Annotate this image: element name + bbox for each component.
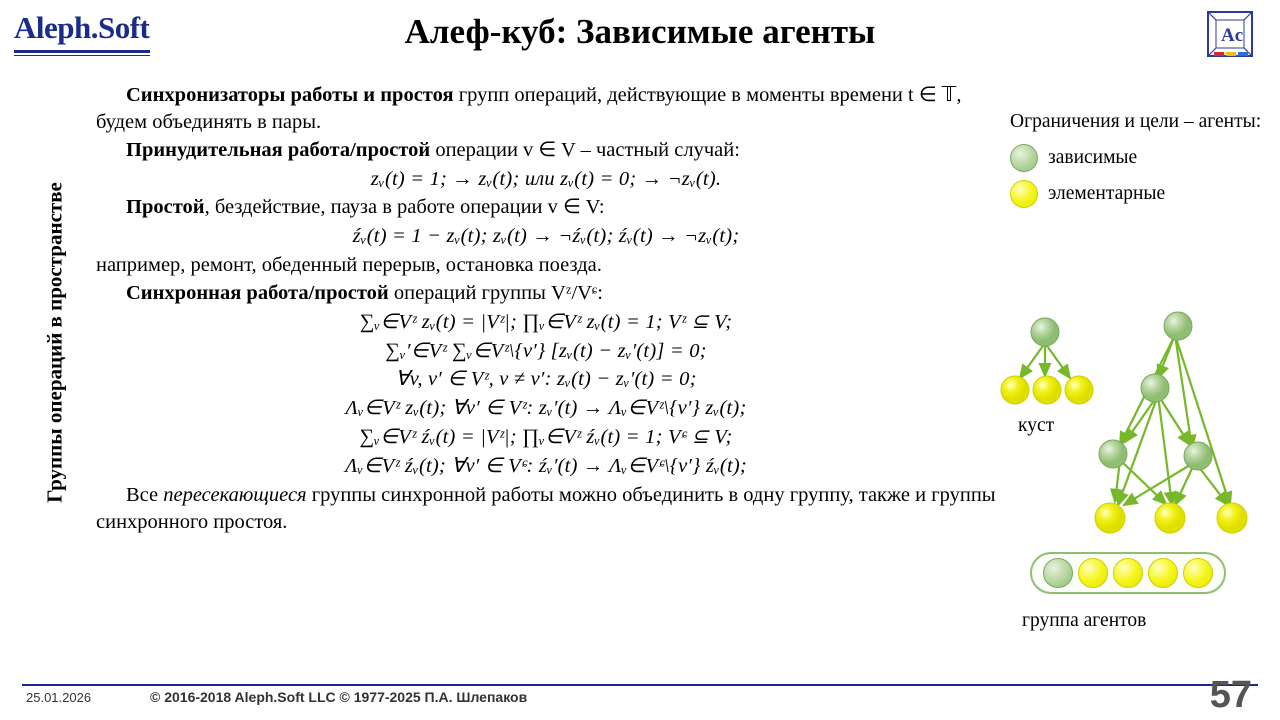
agent-group-box: [1030, 552, 1226, 594]
legend-label-elementary: элементарные: [1048, 183, 1166, 205]
logo-underline-thin: [14, 55, 150, 56]
formula-8: Λᵥ∈Vᶻ źᵥ(t); ∀v′ ∈ Vᶝ: źᵥ′(t) → Λᵥ∈Vᶝ\{v′} źᵥ(t);: [345, 454, 747, 477]
graph-node-yellow: [1001, 376, 1029, 404]
group-node-yellow: [1148, 558, 1178, 588]
graph-node-yellow: [1155, 503, 1185, 533]
formula-7: ∑ᵥ∈Vᶻ źᵥ(t) = |Vᶻ|; ∏ᵥ∈Vᶻ źᵥ(t) = 1; Vᶝ ⊆ V;: [359, 426, 733, 449]
graph-node-green: [1141, 374, 1169, 402]
group-node-yellow: [1183, 558, 1213, 588]
legend-label-dependent: зависимые: [1048, 147, 1138, 169]
legend-item-dependent: [1010, 144, 1270, 172]
formula-1: zᵥ(t) = 1; → zᵥ(t); или zᵥ(t) = 0; → ¬zᵥ(t).: [370, 167, 722, 190]
group-node-yellow: [1078, 558, 1108, 588]
paragraph-6-italic: пересекающиеся: [163, 483, 307, 506]
graph-node-yellow: [1217, 503, 1247, 533]
group-node-green: [1043, 558, 1073, 588]
paragraph-1: [96, 82, 996, 136]
paragraph-6-rest: группы синхронной работы можно объединить в одну группу, также и группы синхронного простоя.: [96, 483, 996, 533]
legend-item-elementary: [1010, 180, 1270, 208]
paragraph-2: [96, 137, 996, 164]
paragraph-1-rest: групп операций, действующие в моменты времени t ∈ 𝕋, будем объединять в пары.: [96, 84, 962, 133]
paragraph-2-rest: операции v ∈ V – частный случай:: [430, 138, 740, 161]
paragraph-2-bold: Принудительная работа/простой: [126, 138, 431, 161]
footer-copyright: © 2016-2018 Aleph.Soft LLC © 1977-2025 П.А. Шлепаков: [150, 689, 528, 705]
logo-underline: [14, 50, 150, 53]
graph-node-green: [1184, 442, 1212, 470]
company-logo[interactable]: [14, 10, 149, 46]
group-node-yellow: [1113, 558, 1143, 588]
footer-divider: [22, 684, 1258, 686]
paragraph-3: [96, 194, 996, 221]
paragraph-4: например, ремонт, обеденный перерыв, остановка поезда.: [96, 254, 602, 277]
page-number: 57: [1209, 674, 1252, 716]
graph-node-green: [1031, 318, 1059, 346]
paragraph-6: [96, 482, 996, 536]
page-title: Алеф-куб: Зависимые агенты: [404, 12, 876, 51]
graph-node-yellow: [1033, 376, 1061, 404]
aleph-cube-icon: [1204, 8, 1258, 64]
paragraph-5: [96, 280, 996, 307]
paragraph-3-rest: , бездействие, пауза в работе операции v ∈ V:: [204, 196, 605, 219]
footer-date: 25.01.2026: [26, 690, 92, 705]
graph-node-green: [1164, 312, 1192, 340]
graph-node-green: [1099, 440, 1127, 468]
legend-panel: [1010, 110, 1270, 208]
slide-body: [96, 82, 996, 537]
logo-text: Aleph.Soft: [14, 10, 150, 45]
formula-3: ∑ᵥ∈Vᶻ zᵥ(t) = |Vᶻ|; ∏ᵥ∈Vᶻ zᵥ(t) = 1; Vᶻ ⊆ V;: [359, 310, 733, 333]
paragraph-1-bold: Синхронизаторы работы и простоя: [126, 84, 454, 106]
formula-4: ∑ᵥ′∈Vᶻ ∑ᵥ∈Vᶻ\{v′} [zᵥ(t) − zᵥ′(t)] = 0;: [385, 339, 707, 362]
svg-text:Ac: Ac: [1221, 25, 1244, 46]
graph-node-yellow: [1095, 503, 1125, 533]
paragraph-5-bold: Синхронная работа/простой: [126, 281, 389, 304]
paragraph-6-start: Все: [126, 483, 164, 506]
green-node-icon: [1010, 144, 1038, 172]
legend-heading: Ограничения и цели – агенты:: [1010, 111, 1262, 132]
agent-graph-diagram: [1000, 300, 1275, 590]
yellow-node-icon: [1010, 180, 1038, 208]
paragraph-3-bold: Простой: [126, 196, 205, 219]
graph-node-yellow: [1065, 376, 1093, 404]
formula-6: Λᵥ∈Vᶻ zᵥ(t); ∀v′ ∈ Vᶻ: zᵥ′(t) → Λᵥ∈Vᶻ\{v′} zᵥ(t);: [345, 397, 747, 420]
caption-group: группа агентов: [1022, 610, 1147, 631]
caption-bush: куст: [1018, 415, 1055, 436]
vertical-section-label: Группы операций в пространстве: [42, 182, 67, 503]
formula-5: ∀v, v′ ∈ Vᶻ, v ≠ v′: zᵥ(t) − zᵥ′(t) = 0;: [395, 368, 697, 391]
paragraph-5-rest: операций группы Vᶻ/Vᶝ:: [388, 281, 603, 304]
formula-2: źᵥ(t) = 1 − zᵥ(t); zᵥ(t) → ¬źᵥ(t); źᵥ(t) → ¬zᵥ(t);: [352, 225, 740, 248]
